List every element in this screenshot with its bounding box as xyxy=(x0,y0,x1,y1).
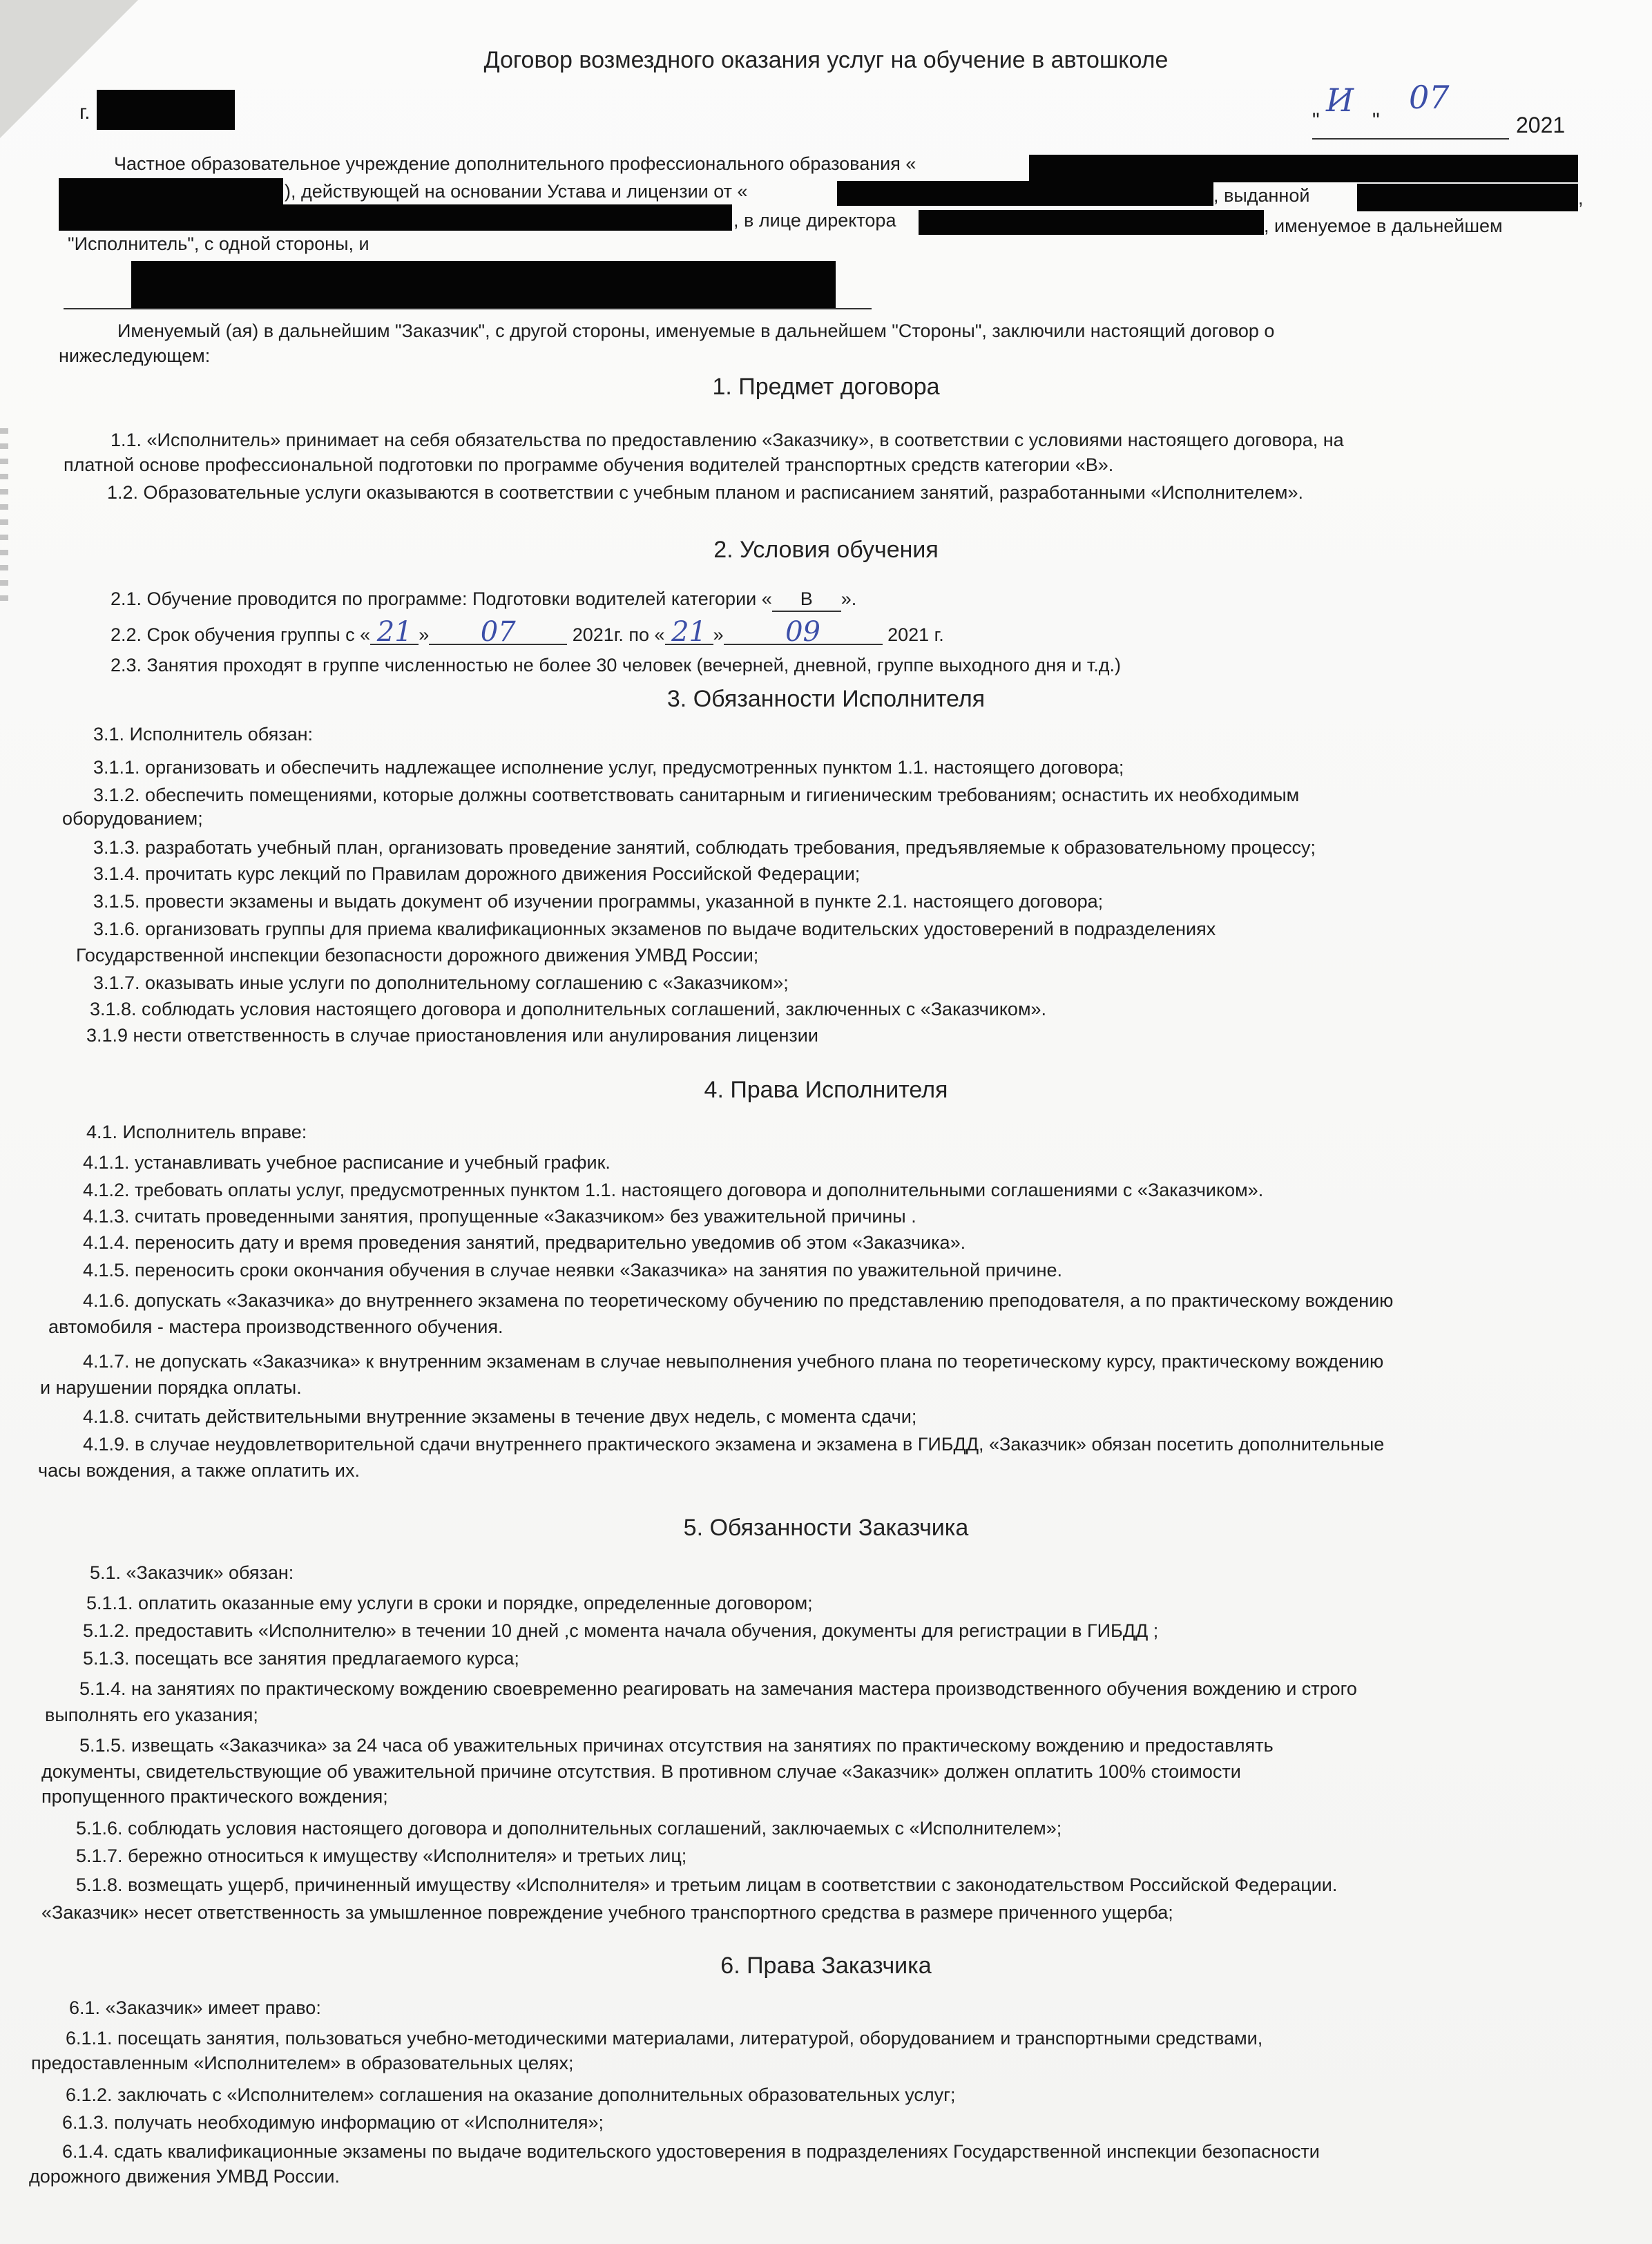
s3-line-10: 3.1.7. оказывать иные услуги по дополнительному соглашению с «Заказчиком»; xyxy=(93,972,789,993)
document-title: Договор возмездного оказания услуг на обучение в автошколе xyxy=(483,47,1169,73)
s2-line-2-end: 2021 г. xyxy=(887,624,944,645)
redacted-city xyxy=(97,90,235,130)
section-6-heading: 6. Права Заказчика xyxy=(720,1953,932,1979)
preamble-issued: , выданной xyxy=(1213,185,1310,206)
s4-line-7: 4.1.6. допускать «Заказчика» до внутреннего экзамена по теоретическому обучению по представлению преподователя, а по практическому вождению xyxy=(83,1290,1394,1311)
s3-line-4: оборудованием; xyxy=(62,808,203,829)
s3-line-6: 3.1.4. прочитать курс лекций по Правилам дорожного движения Российской Федерации; xyxy=(93,863,861,884)
s2-quote-1: » xyxy=(419,624,430,645)
s2-line-2 xyxy=(111,616,944,648)
s1-line-2: платной основе профессиональной подготовки по программе обучения водителей транспортных средств категории «В». xyxy=(64,454,1114,475)
s3-line-5: 3.1.3. разработать учебный план, организовать проведение занятий, соблюдать требования, предъявляемые к образовательному процессу; xyxy=(93,837,1316,858)
s3-line-9: Государственной инспекции безопасности дорожного движения УМВД России; xyxy=(76,945,759,966)
s6-line-7: дорожного движения УМВД России. xyxy=(29,2166,340,2187)
s1-line-3: 1.2. Образовательные услуги оказываются в соответствии с учебным планом и расписанием занятий, разработанными «Исполнителем». xyxy=(107,482,1303,503)
date-quote-open: " xyxy=(1312,109,1320,132)
customer-name-underline xyxy=(64,308,872,309)
redacted-issuer-cont xyxy=(59,204,732,231)
section-1-heading: 1. Предмет договора xyxy=(712,374,940,400)
s4-line-4: 4.1.3. считать проведенными занятия, пропущенные «Заказчиком» без уважительной причины . xyxy=(83,1206,916,1227)
s3-line-12: 3.1.9 нести ответственность в случае приостановления или анулирования лицензии xyxy=(86,1025,818,1046)
section-3-heading: 3. Обязанности Исполнителя xyxy=(666,686,986,712)
s5-line-6: выполнять его указания; xyxy=(45,1705,258,1725)
s6-line-6: 6.1.4. сдать квалификационные экзамены по выдаче водительского удостоверения в подразделениях Государственной инспекции безопасности xyxy=(62,2141,1320,2162)
preamble-following: нижеследующем: xyxy=(59,345,211,366)
section-2-heading: 2. Условия обучения xyxy=(713,537,939,563)
redacted-customer-name xyxy=(131,261,836,308)
date-underline xyxy=(1312,138,1509,140)
s5-line-4: 5.1.3. посещать все занятия предлагаемого курса; xyxy=(83,1648,519,1669)
s2-line-3: 2.3. Занятия проходят в группе численностью не более 30 человек (вечерней, дневной, группе выходного дня и т.д.) xyxy=(111,655,1121,675)
s4-line-5: 4.1.4. переносить дату и время проведения занятий, предварительно уведомив об этом «Заказчика». xyxy=(83,1232,966,1253)
s2-line-1-text: 2.1. Обучение проводится по программе: Подготовки водителей категории « xyxy=(111,588,772,609)
s6-line-1: 6.1. «Заказчик» имеет право: xyxy=(69,1997,321,2018)
edge-marks xyxy=(0,428,8,608)
preamble-director: , в лице директора xyxy=(733,210,896,231)
s5-line-10: 5.1.6. соблюдать условия настоящего договора и дополнительных соглашений, заключаемых с «Исполнителем»; xyxy=(76,1818,1062,1839)
s4-line-11: 4.1.8. считать действительными внутренние экзамены в течение двух недель, с момента сдачи; xyxy=(83,1406,917,1427)
s6-line-3: предоставленным «Исполнителем» в образовательных целях; xyxy=(31,2053,574,2073)
s6-line-5: 6.1.3. получать необходимую информацию от «Исполнителя»; xyxy=(62,2112,604,2133)
s2-category: В xyxy=(772,587,841,612)
s3-line-7: 3.1.5. провести экзамены и выдать документ об изучении программы, указанной в пункте 2.1. настоящего договора; xyxy=(93,891,1104,912)
s5-line-12: 5.1.8. возмещать ущерб, причиненный имуществу «Исполнителя» и третьим лицам в соответствии с законодательством Российской Федерации. xyxy=(76,1874,1338,1895)
city-prefix: г. xyxy=(79,101,90,124)
s2-line-2-mid: 2021г. по « xyxy=(572,624,665,645)
s2-end-day-handwritten: 21 xyxy=(665,620,713,645)
redacted-director-name xyxy=(919,210,1264,235)
s2-line-1-end: ». xyxy=(841,588,857,609)
s2-end-month-handwritten: 09 xyxy=(724,620,883,645)
s5-line-13: «Заказчик» несет ответственность за умышленное повреждение учебного транспортного средства в размере приченного ущерба; xyxy=(41,1902,1173,1923)
s5-line-7: 5.1.5. извещать «Заказчика» за 24 часа об уважительных причинах отсутствия на занятиях по практическому вождению и предоставлять xyxy=(79,1735,1274,1756)
s2-line-2-text: 2.2. Срок обучения группы с « xyxy=(111,624,371,645)
s2-line-1 xyxy=(111,587,856,612)
s3-line-1: 3.1. Исполнитель обязан: xyxy=(93,724,314,745)
preamble-line-2: ), действующей на основании Устава и лицензии от « xyxy=(285,181,748,202)
s4-line-9: 4.1.7. не допускать «Заказчика» к внутренним экзаменам в случае невыполнения учебного плана по теоретическому курсу, практическому вождению xyxy=(83,1351,1384,1372)
s4-line-3: 4.1.2. требовать оплаты услуг, предусмотренных пунктом 1.1. настоящего договора и дополнительными соглашениями с «Заказчиком». xyxy=(83,1180,1264,1200)
s4-line-1: 4.1. Исполнитель вправе: xyxy=(86,1122,307,1142)
s4-line-2: 4.1.1. устанавливать учебное расписание и учебный график. xyxy=(83,1152,611,1173)
preamble-comma: , xyxy=(1578,188,1584,209)
s4-line-10: и нарушении порядка оплаты. xyxy=(40,1377,302,1398)
preamble-named: , именуемое в дальнейшем xyxy=(1264,215,1503,236)
s3-line-8: 3.1.6. организовать группы для приема квалификационных экзаменов по выдаче водительских удостоверений в подразделениях xyxy=(93,919,1216,939)
date-month-handwritten: 07 xyxy=(1409,79,1450,116)
preamble-customer: Именуемый (ая) в дальнейшим "Заказчик", с другой стороны, именуемые в дальнейшем "Стороны", заключили настоящий договор о xyxy=(117,320,1275,341)
redacted-issuer xyxy=(1357,184,1578,211)
s5-line-5: 5.1.4. на занятиях по практическому вождению своевременно реагировать на замечания мастера производственного обучения вождению и строго xyxy=(79,1678,1357,1699)
s5-line-9: пропущенного практического вождения; xyxy=(41,1786,388,1807)
redacted-license-date xyxy=(837,181,1213,206)
s2-quote-2: » xyxy=(713,624,724,645)
s4-line-13: часы вождения, а также оплатить их. xyxy=(38,1460,360,1481)
s3-line-11: 3.1.8. соблюдать условия настоящего договора и дополнительных соглашений, заключенных с «Заказчиком». xyxy=(90,999,1047,1019)
s6-line-4: 6.1.2. заключать с «Исполнителем» соглашения на оказание дополнительных образовательных услуг; xyxy=(66,2084,956,2105)
redacted-org-name-cont xyxy=(59,178,283,204)
s5-line-8: документы, свидетельствующие об уважительной причине отсутствия. В противном случае «Заказчик» должен оплатить 100% стоимости xyxy=(41,1761,1241,1782)
s4-line-8: автомобиля - мастера производственного обучения. xyxy=(48,1316,503,1337)
preamble-line-1: Частное образовательное учреждение дополнительного профессионального образования « xyxy=(114,153,916,174)
s3-line-2: 3.1.1. организовать и обеспечить надлежащее исполнение услуг, предусмотренных пунктом 1.1. настоящего договора; xyxy=(93,757,1124,778)
preamble-executor: "Исполнитель", с одной стороны, и xyxy=(68,233,369,254)
s5-line-11: 5.1.7. бережно относиться к имуществу «Исполнителя» и третьих лиц; xyxy=(76,1845,687,1866)
s3-line-3: 3.1.2. обеспечить помещениями, которые должны соответствовать санитарным и гигиеническим требованиям; оснастить их необходимым xyxy=(93,785,1300,805)
s5-line-1: 5.1. «Заказчик» обязан: xyxy=(90,1562,294,1583)
s2-start-day-handwritten: 21 xyxy=(370,620,419,645)
s2-start-month-handwritten: 07 xyxy=(429,620,567,645)
s5-line-3: 5.1.2. предоставить «Исполнителю» в течении 10 дней ,с момента начала обучения, документы для регистрации в ГИБДД ; xyxy=(83,1620,1159,1641)
redacted-org-name xyxy=(1029,155,1578,182)
date-quote-close: " xyxy=(1372,109,1380,132)
date-day-handwritten: И xyxy=(1326,81,1354,119)
s4-line-12: 4.1.9. в случае неудовлетворительной сдачи внутреннего практического экзамена и экзамена в ГИБДД, «Заказчик» обязан посетить дополнительные xyxy=(83,1434,1385,1455)
s4-line-6: 4.1.5. переносить сроки окончания обучения в случае неявки «Заказчика» на занятия по уважительной причине. xyxy=(83,1260,1063,1281)
section-4-heading: 4. Права Исполнителя xyxy=(704,1077,948,1103)
s5-line-2: 5.1.1. оплатить оказанные ему услуги в сроки и порядке, определенные договором; xyxy=(86,1593,813,1613)
date-year: 2021 xyxy=(1516,113,1566,137)
s1-line-1: 1.1. «Исполнитель» принимает на себя обязательства по предоставлению «Заказчику», в соответствии с условиями настоящего договора, на xyxy=(111,430,1344,450)
s6-line-2: 6.1.1. посещать занятия, пользоваться учебно-методическими материалами, литературой, оборудованием и транспортными средствами, xyxy=(66,2028,1263,2049)
section-5-heading: 5. Обязанности Заказчика xyxy=(683,1515,969,1541)
